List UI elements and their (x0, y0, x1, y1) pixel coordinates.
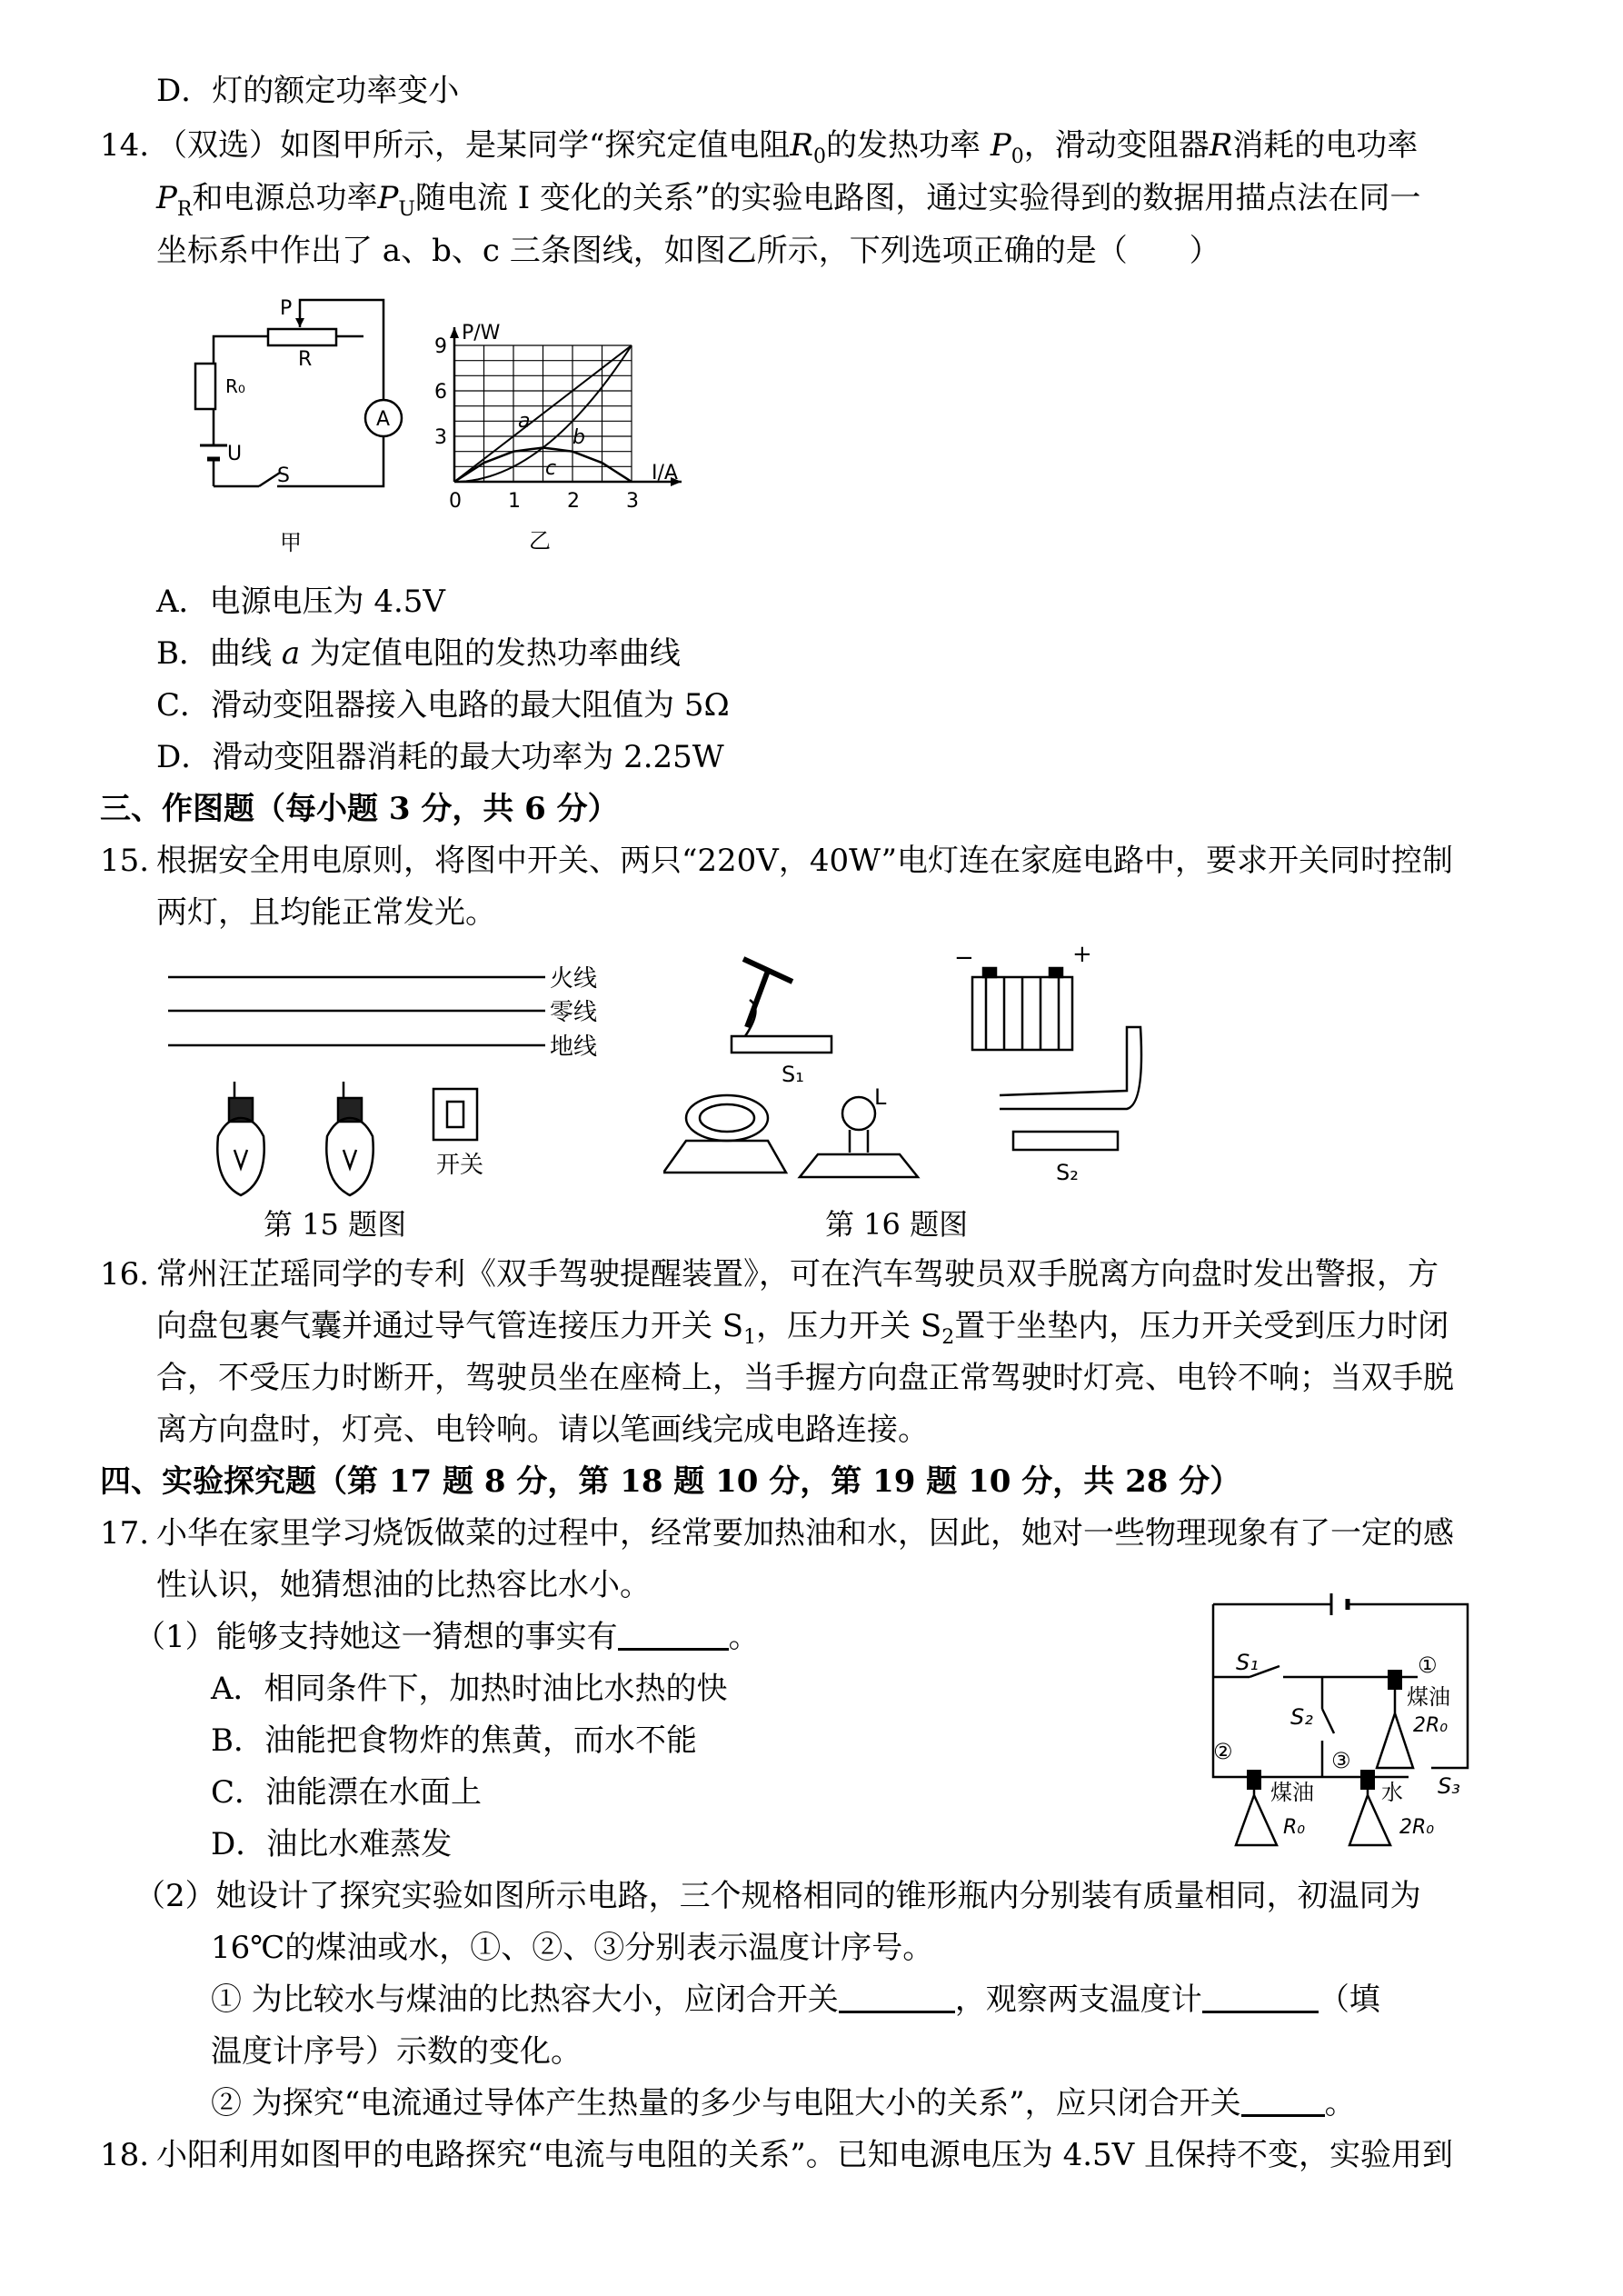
q15-number: 15. (100, 843, 150, 879)
x-tick-label: 0 (449, 490, 462, 513)
battery-plus: + (1072, 945, 1092, 968)
q17-switch-blank[interactable] (839, 1983, 955, 2013)
battery-minus: − (954, 945, 974, 972)
q14-stem-line1: （双选）如图甲所示，是某同学“探究定值电阻$R_0$的发热功率 $P_0$，滑动变阻器R消耗的电功率 (156, 127, 1419, 168)
caption-jia: 甲 (280, 530, 302, 555)
q16-line1: 常州汪芷瑶同学的专利《双手驾驶提醒装置》，可在汽车驾驶员双手脱离方向盘时发出警报，方 (156, 1256, 1439, 1293)
q17-option-b: B．油能把食物炸的焦黄，而水不能 (211, 1722, 697, 1759)
x-tick-label: 1 (508, 490, 521, 513)
q15-line2: 两灯，且均能正常发光。 (156, 894, 496, 931)
x-tick-label: 2 (567, 490, 580, 513)
q18-line1: 小阳利用如图甲的电路探究“电流与电阻的关系”。已知电源电压为 4.5V 且保持不变，实验用到 (156, 2137, 1454, 2173)
q18-number: 18. (100, 2137, 150, 2173)
q17-circuit-figure (1200, 1586, 1481, 1850)
q17-part2-ii: ② 为探究“电流通过导体产生热量的多少与电阻大小的关系”，应只闭合开关 。 (211, 2085, 1356, 2121)
s2-label: S₂ (1290, 1704, 1313, 1730)
q14-circuit-figure (182, 291, 418, 564)
q14-stem-line2: $P_R$和电源总功率$P_U$随电流 I 变化的关系”的实验电路图，通过实验得到的数据用描点法在同一 (156, 180, 1421, 221)
q16-device-figure (663, 945, 1172, 1209)
q14-number: 14. (100, 127, 150, 164)
q17-part1: （1）能够支持她这一猜想的事实有 。 (134, 1619, 760, 1655)
curve-c-label: c (545, 457, 557, 480)
q17-part1-blank[interactable] (618, 1621, 729, 1651)
neutral-label: 零线 (550, 999, 598, 1026)
section-4-title: 四、实验探究题（第 17 题 8 分，第 18 题 10 分，第 19 题 10 分，共 28 分） (100, 1463, 1241, 1500)
q16-caption: 第 16 题图 (825, 1207, 969, 1242)
q14-option-d: D．滑动变阻器消耗的最大功率为 2.25W (156, 739, 724, 775)
label-r0: R₀ (225, 375, 245, 397)
rheostat-r (268, 329, 336, 345)
q16-line4: 离方向盘时，灯亮、电铃响。请以笔画线完成电路连接。 (156, 1412, 929, 1448)
s1-label: S₁ (782, 1062, 804, 1087)
q17-line1: 小华在家里学习烧饭做菜的过程中，经常要加热油和水，因此，她对一些物理现象有了一定的感 (156, 1515, 1454, 1552)
q17-option-d: D．油比水难蒸发 (211, 1826, 453, 1862)
q17-part2-ii-blank[interactable] (1241, 2087, 1325, 2117)
caption-yi: 乙 (529, 528, 551, 554)
q14-power-graph (427, 314, 700, 564)
q17-part2-i-line2: 温度计序号）示数的变化。 (211, 2033, 582, 2070)
bulb-2 (326, 1082, 373, 1195)
pressure-switch-s2 (1013, 1132, 1118, 1150)
q14-stem-line3: 坐标系中作出了 a、b、c 三条图线，如图乙所示，下列选项正确的是（ ） (156, 233, 1220, 269)
q15-wiring-figure (164, 954, 636, 1200)
y-tick-label: 3 (434, 426, 447, 449)
q13-option-d: D．灯的额定功率变小 (156, 73, 460, 109)
curve-a-label: a (518, 410, 531, 433)
water-label: 水 (1381, 1780, 1403, 1805)
y-axis-label: P/W (462, 322, 501, 344)
q15-line1: 根据安全用电原则，将图中开关、两只“220V，40W”电灯连在家庭电路中，要求开关同时控制 (156, 843, 1454, 879)
pressure-switch-s1 (732, 1036, 831, 1053)
kerosene-2-label: 煤油 (1270, 1780, 1314, 1805)
ground-label: 地线 (550, 1033, 598, 1061)
x-axis-label: I/A (652, 462, 678, 484)
q16-number: 16. (100, 1256, 150, 1293)
q17-part2-line1: （2）她设计了探究实验如图所示电路，三个规格相同的锥形瓶内分别装有质量相同，初温同为 (134, 1878, 1421, 1914)
resistor-2-label: R₀ (1283, 1816, 1306, 1839)
live-label: 火线 (550, 965, 598, 993)
q17-number: 17. (100, 1515, 150, 1552)
label-a: A (376, 408, 391, 431)
q16-line2: 向盘包裹气囊并通过导气管连接压力开关 $S_1$，压力开关 $S_2$置于坐垫内，压力开关受到压力时闭 (156, 1308, 1449, 1349)
q17-part2-line2: 16℃的煤油或水，①、②、③分别表示温度计序号。 (211, 1930, 934, 1966)
label-p: P (280, 297, 293, 320)
thermometer-2-label: ② (1213, 1739, 1233, 1764)
s2-label: S₂ (1056, 1160, 1079, 1185)
resistor-3-label: 2R₀ (1399, 1816, 1435, 1839)
x-tick-label: 3 (626, 490, 639, 513)
thermometer-3-label: ③ (1331, 1748, 1351, 1773)
bulb-1 (217, 1082, 264, 1195)
seat (1000, 1027, 1141, 1109)
q14-option-b: B．曲线 a 为定值电阻的发热功率曲线 (156, 635, 681, 672)
y-tick-label: 9 (434, 335, 447, 358)
q17-thermometer-blank[interactable] (1202, 1983, 1319, 2013)
q16-line3: 合，不受压力时断开，驾驶员坐在座椅上，当手握方向盘正常驾驶时灯亮、电铃不响；当双手脱 (156, 1360, 1454, 1396)
label-s: S (277, 464, 290, 487)
q14-option-c: C．滑动变阻器接入电路的最大阻值为 5Ω (156, 687, 730, 724)
section-3-title: 三、作图题（每小题 3 分，共 6 分） (100, 791, 619, 827)
resistor-r0 (195, 364, 215, 409)
q15-caption: 第 15 题图 (264, 1207, 407, 1242)
q17-part2-i: ① 为比较水与煤油的比热容大小，应闭合开关 ，观察两支温度计 （填 (211, 1982, 1380, 2018)
q17-line2: 性认识，她猜想油的比热容比水小。 (156, 1567, 651, 1603)
s3-label: S₃ (1438, 1773, 1460, 1799)
y-tick-label: 6 (434, 381, 447, 404)
switch-label: 开关 (436, 1152, 484, 1179)
q17-option-c: C．油能漂在水面上 (211, 1774, 483, 1811)
kerosene-1-label: 煤油 (1407, 1684, 1450, 1710)
l-label: L (874, 1084, 887, 1110)
curve-b-label: b (573, 426, 585, 449)
thermometer-1-label: ① (1418, 1652, 1438, 1678)
lamp-l (842, 1097, 875, 1130)
label-u: U (227, 443, 243, 465)
s1-label: S₁ (1236, 1650, 1259, 1675)
resistor-1-label: 2R₀ (1413, 1714, 1449, 1737)
switch-box (433, 1089, 477, 1140)
bell-coil (686, 1095, 768, 1141)
q14-option-a: A．电源电压为 4.5V (156, 584, 445, 620)
q17-option-a: A．相同条件下，加热时油比水热的快 (211, 1671, 728, 1707)
label-r: R (298, 348, 313, 371)
